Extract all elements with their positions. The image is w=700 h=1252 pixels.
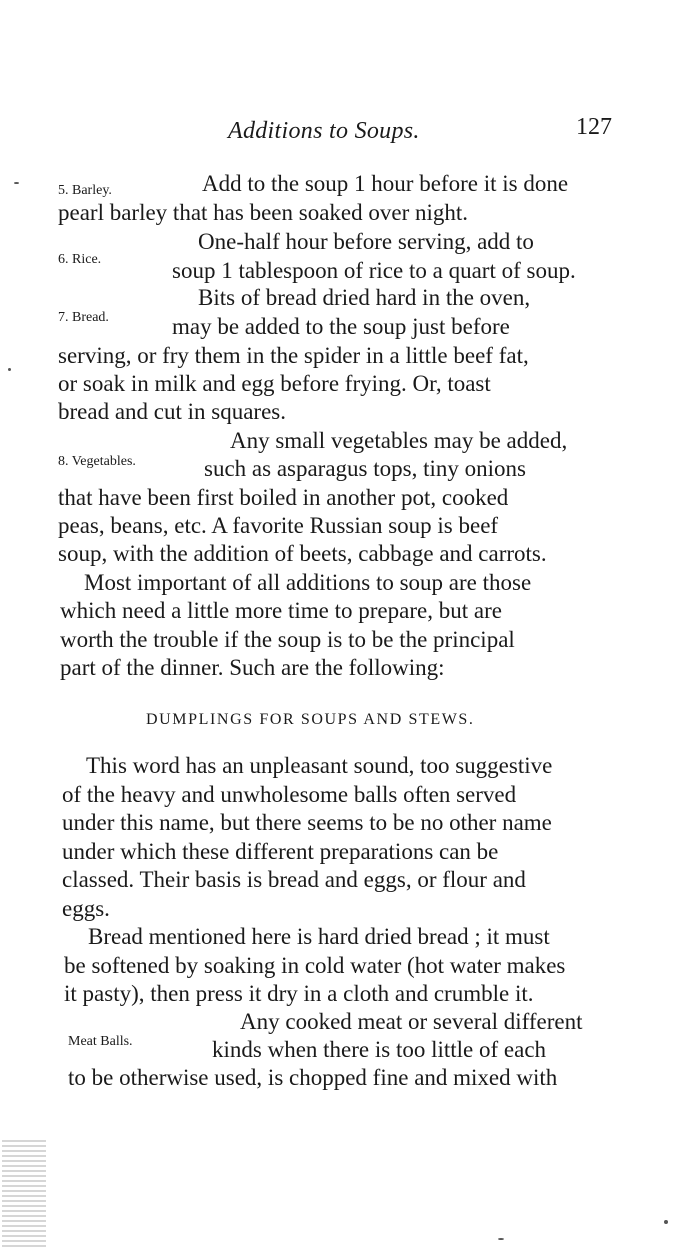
marginal-note-rice: 6. Rice.: [58, 252, 102, 267]
running-header-title: Additions to Soups.: [228, 118, 420, 144]
text-line: which need a little more time to prepare, but are: [60, 598, 502, 623]
scan-speck: [8, 368, 11, 371]
text-line: worth the trouble if the soup is to be the principal: [60, 627, 515, 652]
text-line: One-half hour before serving, add to: [198, 229, 534, 254]
scan-margin-noise: [2, 1140, 46, 1250]
text-line: Add to the soup 1 hour before it is done: [202, 171, 569, 196]
text-line: of the heavy and unwholesome balls often served: [62, 782, 517, 807]
text-line: Any small vegetables may be added,: [230, 428, 568, 453]
marginal-note-barley: 5. Barley.: [58, 183, 112, 198]
text-line: bread and cut in squares.: [58, 399, 287, 424]
text-line: peas, beans, etc. A favorite Russian soup is beef: [58, 513, 499, 538]
text-line: classed. Their basis is bread and eggs, or flour and: [62, 867, 526, 892]
marginal-note-bread: 7. Bread.: [58, 310, 109, 325]
text-line: under which these different preparations can be: [62, 839, 499, 864]
text-line: pearl barley that has been soaked over night.: [58, 200, 469, 225]
text-line: eggs.: [62, 896, 110, 921]
text-line: Any cooked meat or several different: [240, 1009, 583, 1034]
marginal-note-vegetables: 8. Vegetables.: [58, 454, 136, 469]
text-line: part of the dinner. Such are the following:: [60, 655, 445, 680]
text-line: kinds when there is too little of each: [212, 1037, 547, 1062]
text-line: or soak in milk and egg before frying. Or, toast: [58, 371, 491, 396]
text-line: it pasty), then press it dry in a cloth and crumble it.: [64, 981, 534, 1006]
text-line: This word has an unpleasant sound, too suggestive: [86, 753, 553, 778]
text-line: Bread mentioned here is hard dried bread ; it must: [88, 924, 550, 949]
text-line: may be added to the soup just before: [172, 314, 510, 339]
marginal-note-meat-balls: Meat Balls.: [68, 1034, 133, 1049]
text-line: that have been first boiled in another pot, cooked: [58, 485, 509, 510]
page-number: 127: [576, 114, 612, 140]
scan-speck: [14, 182, 19, 184]
text-line: soup 1 tablespoon of rice to a quart of soup.: [172, 258, 576, 283]
text-line: under this name, but there seems to be no other name: [62, 810, 552, 835]
text-line: serving, or fry them in the spider in a little beef fat,: [58, 343, 529, 368]
section-heading-dumplings: DUMPLINGS FOR SOUPS AND STEWS.: [146, 711, 475, 728]
text-line: be softened by soaking in cold water (hot water makes: [64, 953, 566, 978]
scan-speck: [498, 1238, 504, 1240]
text-line: soup, with the addition of beets, cabbage and carrots.: [58, 541, 547, 566]
scan-speck: [664, 1220, 668, 1224]
text-line: Most important of all additions to soup are those: [84, 570, 532, 595]
text-line: Bits of bread dried hard in the oven,: [198, 285, 531, 310]
text-line: to be otherwise used, is chopped fine and mixed with: [68, 1065, 558, 1090]
text-line: such as asparagus tops, tiny onions: [204, 456, 526, 481]
